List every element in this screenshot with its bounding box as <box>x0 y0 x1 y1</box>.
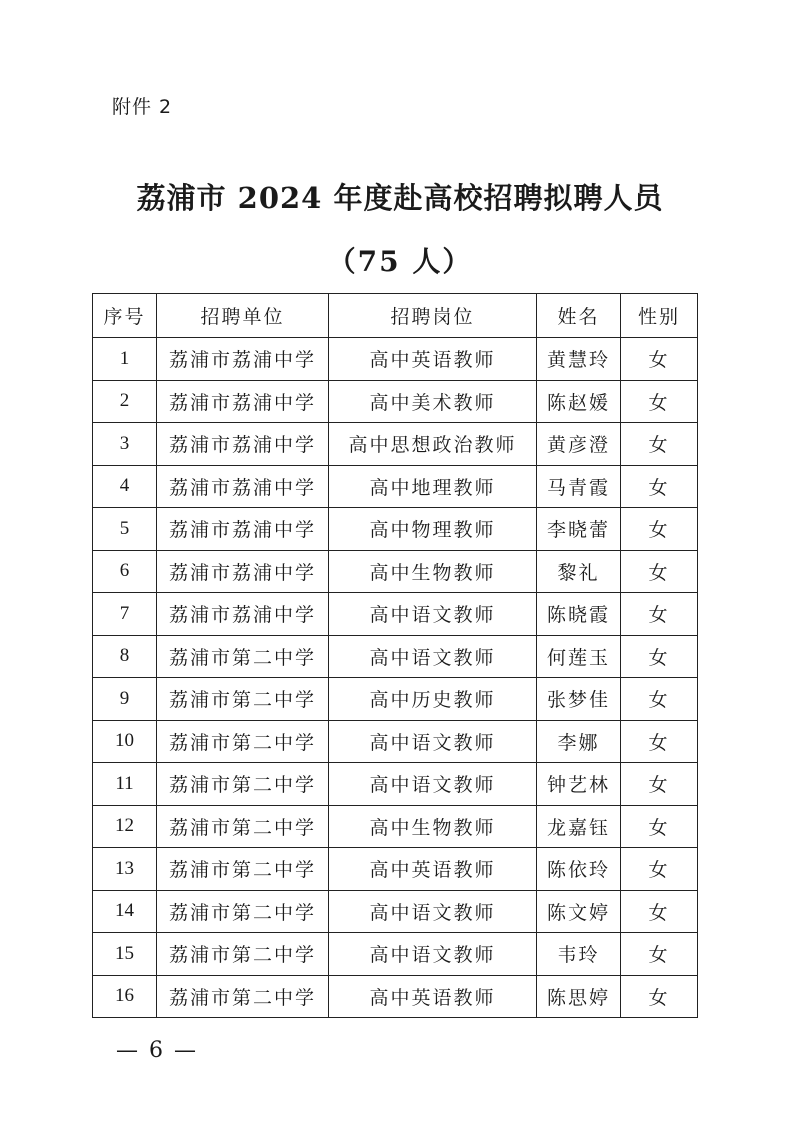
table-row <box>93 635 698 678</box>
name-cell: 李娜 <box>537 720 621 763</box>
serial-cell: 2 <box>93 380 157 423</box>
serial-cell: 9 <box>93 678 157 721</box>
table-row <box>93 890 698 933</box>
serial-cell: 7 <box>93 593 157 636</box>
gender-cell: 女 <box>621 635 698 678</box>
name-cell: 何莲玉 <box>537 635 621 678</box>
unit-cell: 荔浦市荔浦中学 <box>157 338 329 381</box>
header-name: 姓名 <box>537 294 621 338</box>
position-cell: 高中英语教师 <box>329 338 537 381</box>
position-cell: 高中物理教师 <box>329 508 537 551</box>
table-row <box>93 508 698 551</box>
serial-cell: 1 <box>93 338 157 381</box>
header-serial: 序号 <box>93 294 157 338</box>
table-row <box>93 763 698 806</box>
gender-cell: 女 <box>621 508 698 551</box>
name-cell: 马青霞 <box>537 465 621 508</box>
position-cell: 高中语文教师 <box>329 635 537 678</box>
gender-cell: 女 <box>621 933 698 976</box>
unit-cell: 荔浦市第二中学 <box>157 848 329 891</box>
name-cell: 陈思婷 <box>537 975 621 1018</box>
document-subtitle: （75 人） <box>327 245 473 278</box>
position-cell: 高中语文教师 <box>329 593 537 636</box>
position-cell: 高中生物教师 <box>329 805 537 848</box>
name-cell: 龙嘉钰 <box>537 805 621 848</box>
position-cell: 高中英语教师 <box>329 975 537 1018</box>
name-cell: 韦玲 <box>537 933 621 976</box>
serial-cell: 15 <box>93 933 157 976</box>
serial-cell: 5 <box>93 508 157 551</box>
position-cell: 高中历史教师 <box>329 678 537 721</box>
unit-cell: 荔浦市第二中学 <box>157 975 329 1018</box>
position-cell: 高中地理教师 <box>329 465 537 508</box>
name-cell: 黎礼 <box>537 550 621 593</box>
name-cell: 黄慧玲 <box>537 338 621 381</box>
serial-cell: 16 <box>93 975 157 1018</box>
document-title: 荔浦市 2024 年度赴高校招聘拟聘人员 <box>136 181 664 215</box>
table-row <box>93 975 698 1018</box>
name-cell: 陈依玲 <box>537 848 621 891</box>
gender-cell: 女 <box>621 338 698 381</box>
position-cell: 高中语文教师 <box>329 933 537 976</box>
table-row <box>93 805 698 848</box>
unit-cell: 荔浦市第二中学 <box>157 933 329 976</box>
table-row <box>93 593 698 636</box>
header-row <box>93 294 698 338</box>
name-cell: 黄彦澄 <box>537 423 621 466</box>
gender-cell: 女 <box>621 380 698 423</box>
position-cell: 高中生物教师 <box>329 550 537 593</box>
table-row <box>93 465 698 508</box>
name-cell: 张梦佳 <box>537 678 621 721</box>
serial-cell: 4 <box>93 465 157 508</box>
gender-cell: 女 <box>621 720 698 763</box>
name-cell: 钟艺林 <box>537 763 621 806</box>
gender-cell: 女 <box>621 890 698 933</box>
serial-cell: 11 <box>93 763 157 806</box>
roster-table <box>92 293 698 1018</box>
gender-cell: 女 <box>621 763 698 806</box>
gender-cell: 女 <box>621 975 698 1018</box>
unit-cell: 荔浦市第二中学 <box>157 890 329 933</box>
header-position: 招聘岗位 <box>329 294 537 338</box>
unit-cell: 荔浦市荔浦中学 <box>157 593 329 636</box>
position-cell: 高中英语教师 <box>329 848 537 891</box>
unit-cell: 荔浦市第二中学 <box>157 635 329 678</box>
unit-cell: 荔浦市荔浦中学 <box>157 465 329 508</box>
name-cell: 陈赵媛 <box>537 380 621 423</box>
roster-table-body <box>93 338 698 1018</box>
header-gender: 性别 <box>621 294 698 338</box>
table-row <box>93 933 698 976</box>
name-cell: 陈晓霞 <box>537 593 621 636</box>
name-cell: 李晓蕾 <box>537 508 621 551</box>
position-cell: 高中美术教师 <box>329 380 537 423</box>
table-row <box>93 678 698 721</box>
gender-cell: 女 <box>621 805 698 848</box>
serial-cell: 12 <box>93 805 157 848</box>
gender-cell: 女 <box>621 848 698 891</box>
unit-cell: 荔浦市第二中学 <box>157 763 329 806</box>
serial-cell: 10 <box>93 720 157 763</box>
table-row <box>93 550 698 593</box>
serial-cell: 14 <box>93 890 157 933</box>
position-cell: 高中语文教师 <box>329 720 537 763</box>
serial-cell: 8 <box>93 635 157 678</box>
position-cell: 高中思想政治教师 <box>329 423 537 466</box>
table-row <box>93 720 698 763</box>
unit-cell: 荔浦市第二中学 <box>157 720 329 763</box>
position-cell: 高中语文教师 <box>329 763 537 806</box>
unit-cell: 荔浦市荔浦中学 <box>157 380 329 423</box>
unit-cell: 荔浦市荔浦中学 <box>157 423 329 466</box>
gender-cell: 女 <box>621 550 698 593</box>
unit-cell: 荔浦市第二中学 <box>157 678 329 721</box>
table-row <box>93 338 698 381</box>
header-unit: 招聘单位 <box>157 294 329 338</box>
table-row <box>93 423 698 466</box>
unit-cell: 荔浦市第二中学 <box>157 805 329 848</box>
roster-table-header <box>93 294 698 338</box>
table-row <box>93 380 698 423</box>
serial-cell: 13 <box>93 848 157 891</box>
unit-cell: 荔浦市荔浦中学 <box>157 508 329 551</box>
table-row <box>93 848 698 891</box>
page-number: — 6 — <box>116 1038 198 1063</box>
unit-cell: 荔浦市荔浦中学 <box>157 550 329 593</box>
gender-cell: 女 <box>621 678 698 721</box>
serial-cell: 3 <box>93 423 157 466</box>
gender-cell: 女 <box>621 593 698 636</box>
position-cell: 高中语文教师 <box>329 890 537 933</box>
gender-cell: 女 <box>621 423 698 466</box>
gender-cell: 女 <box>621 465 698 508</box>
attachment-label: 附件 2 <box>112 96 173 118</box>
name-cell: 陈文婷 <box>537 890 621 933</box>
serial-cell: 6 <box>93 550 157 593</box>
